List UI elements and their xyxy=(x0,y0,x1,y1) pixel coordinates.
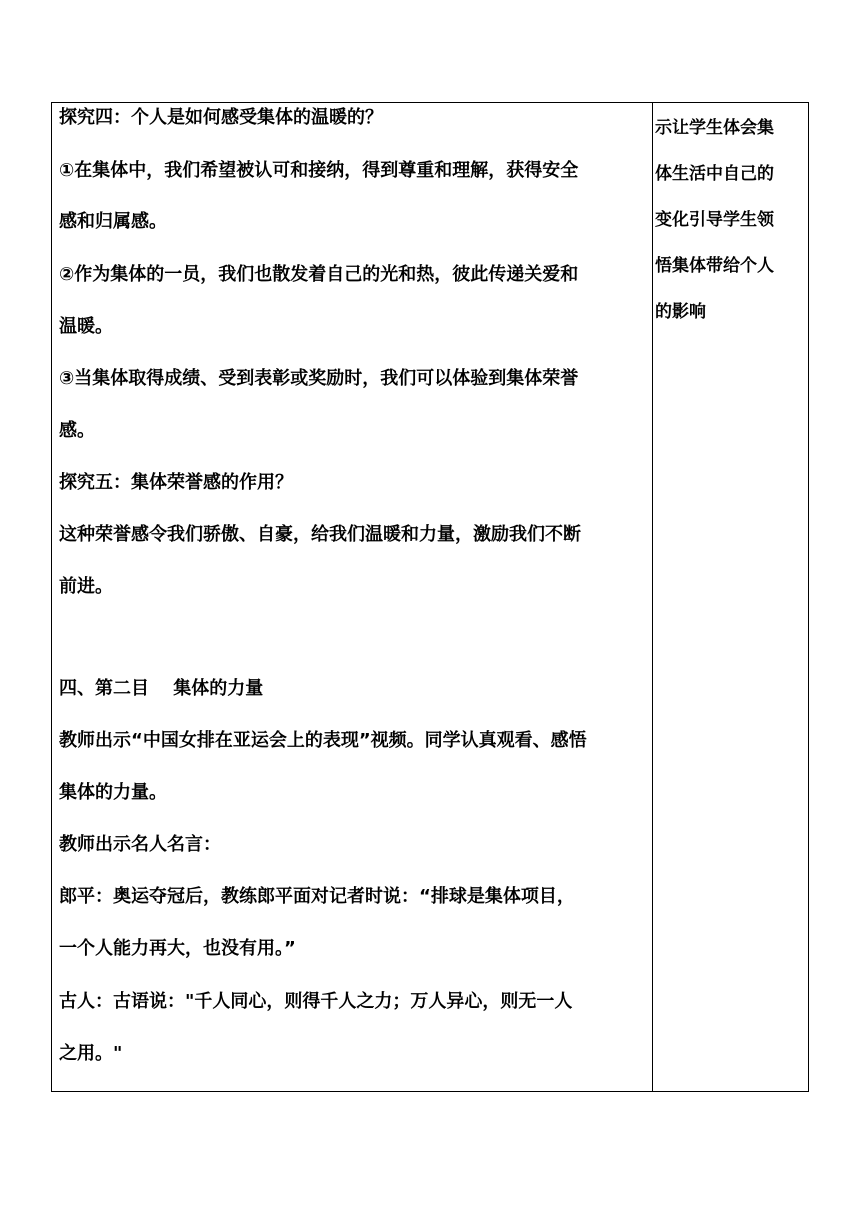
column-divider xyxy=(652,102,653,1092)
section-heading: 四、第二目 集体的力量 xyxy=(59,678,264,699)
note-line: 变化引导学生领 xyxy=(655,210,774,230)
text-line: 温暖。 xyxy=(59,316,113,337)
text-line: 教师出示“中国女排在亚运会上的表现”视频。同学认真观看、感悟 xyxy=(59,730,587,751)
text-line: 之用。" xyxy=(59,1043,123,1064)
text-line: 探究四：个人是如何感受集体的温暖的？ xyxy=(59,107,383,128)
note-line: 示让学生体会集 xyxy=(655,118,774,138)
text-line: 集体的力量。 xyxy=(59,782,167,803)
text-line: 探究五：集体荣誉感的作用？ xyxy=(59,472,293,493)
text-line: 郎平：奥运夺冠后，教练郎平面对记者时说：“排球是集体项目， xyxy=(59,886,575,907)
note-line: 的影响 xyxy=(655,302,706,322)
text-line: ①在集体中，我们希望被认可和接纳，得到尊重和理解，获得安全 xyxy=(59,160,579,181)
text-line: 一个人能力再大，也没有用。” xyxy=(59,938,296,959)
text-line: 感。 xyxy=(59,420,95,441)
text-line: 前进。 xyxy=(59,576,113,597)
text-line: ②作为集体的一员，我们也散发着自己的光和热，彼此传递关爱和 xyxy=(59,264,579,285)
note-line: 体生活中自己的 xyxy=(655,164,774,184)
note-line: 悟集体带给个人 xyxy=(655,256,774,276)
text-line: 教师出示名人名言： xyxy=(59,834,221,855)
text-line: 古人：古语说："千人同心，则得千人之力；万人异心，则无一人 xyxy=(59,991,573,1012)
text-line: 感和归属感。 xyxy=(59,211,167,232)
text-line: ③当集体取得成绩、受到表彰或奖励时，我们可以体验到集体荣誉 xyxy=(59,368,579,389)
text-line: 这种荣誉感令我们骄傲、自豪，给我们温暖和力量，激励我们不断 xyxy=(59,524,581,545)
